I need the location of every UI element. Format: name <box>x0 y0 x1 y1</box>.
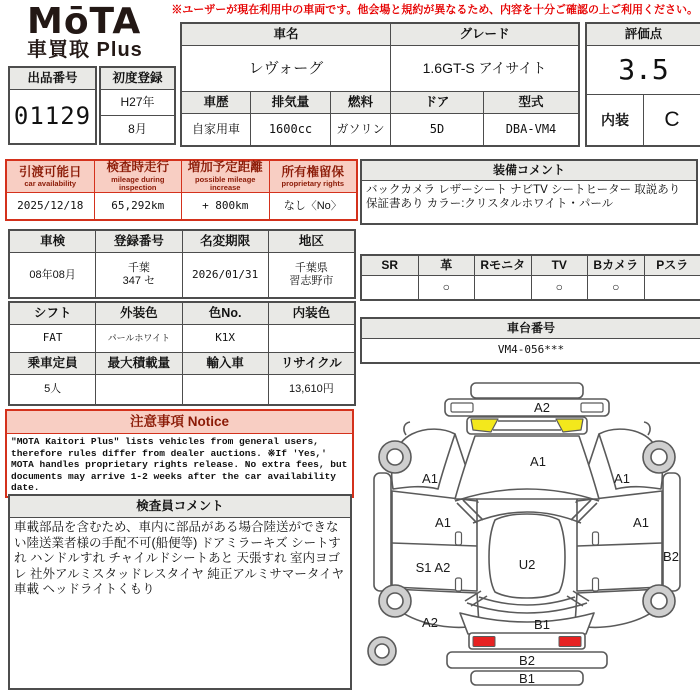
notice-body: "MOTA Kaitori Plus" lists vehicles from general users, therefore rules differ from dealer auctions. ※If 'Yes,' MOTA handles proprietary rights release. No extra fees, but documents may arrive 1-2 weeks after the car availability date. <box>11 436 348 493</box>
mileage-increase-label-en: possible mileage increase <box>195 174 256 193</box>
flag-power-slide-label: Pスラ <box>645 256 700 275</box>
history-label: 車歴 <box>182 92 250 113</box>
label-front-bumper: A2 <box>534 400 550 415</box>
label-right-fender: A1 <box>614 471 630 486</box>
left-rocker-panel <box>374 473 391 591</box>
label-right-side: B2 <box>663 549 679 564</box>
max-load-label: 最大積載量 <box>96 353 181 374</box>
label-left-fender: A1 <box>422 471 438 486</box>
car-damage-diagram <box>360 377 698 699</box>
equipment-comment-box <box>360 159 698 225</box>
mileage-increase-label-jp: 増加予定距離 <box>187 160 263 175</box>
label-left-rear-fender: A2 <box>422 615 438 630</box>
right-doors <box>577 491 662 591</box>
notice-box <box>5 409 354 498</box>
model-value: DBA-VM4 <box>484 114 578 145</box>
score-value: 3.5 <box>587 46 700 94</box>
model-label: 型式 <box>484 92 578 113</box>
score-label: 評価点 <box>587 24 700 45</box>
reg-number-line1: 千葉 <box>127 262 150 275</box>
flag-tv-value: ○ <box>532 276 588 299</box>
label-rear-bumper: B2 <box>519 653 535 668</box>
interior-color-label: 内装色 <box>269 303 354 324</box>
availability-date-label <box>7 161 94 192</box>
shift-label: シフト <box>10 303 95 324</box>
first-registration-table <box>99 66 176 145</box>
flag-sunroof-label: SR <box>362 256 418 275</box>
lot-number-table <box>8 66 97 145</box>
roof-panel <box>489 514 565 598</box>
chassis-number-table <box>360 317 700 364</box>
right-cpillar-mark <box>593 578 599 591</box>
capacity-label: 乗車定員 <box>10 353 95 374</box>
label-hood: A1 <box>530 454 546 469</box>
specs-table <box>8 301 356 406</box>
proprietary-rights-label-en: proprietary rights <box>281 178 344 188</box>
history-value: 自家用車 <box>182 114 250 145</box>
chassis-number-value: VM4-056*** <box>362 339 700 362</box>
left-cpillar-mark <box>456 578 462 591</box>
shift-value: FAT <box>10 325 95 352</box>
label-left-door: A1 <box>435 515 451 530</box>
taillight-right-highlight <box>559 637 581 647</box>
vehicle-grade-label: グレード <box>391 24 578 45</box>
door-value: 5D <box>391 114 483 145</box>
district-line1: 千葉県 <box>294 262 328 275</box>
mileage-value: 65,292km <box>95 193 182 219</box>
registration-table <box>8 229 356 299</box>
inspector-comment-body: 車載部品を含むため、車内に部品がある場合陸送ができない陸送業者様の手配不可(船便等) ドアミラーキズ シートすれ ハンドルすれ チャイルドシートあと 天張すれ 室内ヨゴレ 社外アルミスタッドレスタイヤ 純正アルミサマータイヤ車載 ヘッドライトくもり <box>14 520 345 596</box>
score-table <box>585 22 700 147</box>
lot-number-label: 出品番号 <box>10 68 95 89</box>
equipment-flags-table <box>360 254 700 301</box>
right-bpillar-mark <box>593 532 599 545</box>
flag-sunroof-value <box>362 276 418 299</box>
right-mirror-notch <box>644 422 650 435</box>
equipment-comment-label: 装備コメント <box>362 161 696 181</box>
notice-title: 注意事項 Notice <box>7 411 352 434</box>
reg-number-line2: 347 セ <box>122 275 156 287</box>
exterior-color-value: パールホワイト <box>96 325 181 352</box>
fuel-label: 燃料 <box>331 92 390 113</box>
district-line2: 習志野市 <box>289 275 334 287</box>
door-label: ドア <box>391 92 483 113</box>
label-left-rear-door: S1 A2 <box>415 560 451 575</box>
fuel-value: ガソリン <box>331 114 390 145</box>
flag-rear-monitor-value <box>475 276 531 299</box>
label-rear-lower: B1 <box>519 671 535 686</box>
flag-back-camera-value: ○ <box>588 276 644 299</box>
taillight-left-highlight <box>473 637 495 647</box>
mota-logo <box>27 1 143 61</box>
name-change-deadline-label: 名変期限 <box>183 231 268 252</box>
exterior-color-label: 外装色 <box>96 303 181 324</box>
shaken-value: 08年08月 <box>10 253 95 297</box>
availability-date-label-en: car availability <box>24 178 77 188</box>
color-no-label: 色No. <box>183 303 268 324</box>
recycle-value: 13,610円 <box>269 375 354 404</box>
left-bpillar-mark <box>456 532 462 545</box>
first-registration-year: H27年 <box>101 90 174 115</box>
mota-logo-subtitle: 車買取 Plus <box>27 39 143 61</box>
district-label: 地区 <box>269 231 354 252</box>
left-doors <box>392 491 477 591</box>
availability-table <box>5 159 358 221</box>
reg-number-label: 登録番号 <box>96 231 181 252</box>
vehicle-table <box>180 22 580 147</box>
front-fog-left <box>451 403 473 412</box>
color-no-value: K1X <box>183 325 268 352</box>
lot-number-value: 01129 <box>10 90 95 143</box>
max-load-value <box>96 375 181 404</box>
mileage-label-en: mileage during inspection <box>111 174 165 193</box>
district-value <box>269 253 354 297</box>
availability-date-value: 2025/12/18 <box>7 193 94 219</box>
vehicle-grade-value: 1.6GT-S アイサイト <box>391 46 578 91</box>
mileage-increase-value: + 800km <box>182 193 269 219</box>
flag-power-slide-value <box>645 276 700 299</box>
left-mirror-notch <box>404 422 410 435</box>
mileage-label <box>95 161 182 192</box>
inspector-comment-box <box>8 494 352 690</box>
availability-date-label-jp: 引渡可能日 <box>18 164 82 179</box>
mileage-increase-label <box>182 161 269 192</box>
mota-logo-title: MōTA <box>27 1 142 42</box>
displacement-value: 1600cc <box>251 114 330 145</box>
proprietary-rights-label-jp: 所有権留保 <box>281 164 344 179</box>
flag-leather-label: 革 <box>419 256 475 275</box>
interior-grade-value: C <box>644 95 700 145</box>
reg-number-value <box>96 253 181 297</box>
right-rocker-panel <box>663 473 680 591</box>
name-change-deadline-value: 2026/01/31 <box>183 253 268 297</box>
front-grille-bar <box>471 383 583 398</box>
equipment-comment-body: バックカメラ レザーシート ナビTV シートヒーター 取説あり 保証書あり カラー:クリスタルホワイト・パール <box>366 184 681 210</box>
first-registration-label: 初度登録 <box>101 68 174 89</box>
recycle-label: リサイクル <box>269 353 354 374</box>
top-warning-text: ※ユーザーが現在利用中の車両です。他会場と規約が異なるため、内容を十分ご確認の上ご利用ください。 <box>171 4 698 16</box>
interior-color-value <box>269 325 354 352</box>
inspector-comment-label: 検査員コメント <box>10 496 350 518</box>
label-right-door: A1 <box>633 515 649 530</box>
displacement-label: 排気量 <box>251 92 330 113</box>
front-fog-right <box>581 403 603 412</box>
label-rear-gate: B1 <box>534 617 550 632</box>
proprietary-rights-value: なし〈No〉 <box>270 193 357 219</box>
flag-back-camera-label: Bカメラ <box>588 256 644 275</box>
import-value <box>183 375 268 404</box>
shaken-label: 車検 <box>10 231 95 252</box>
chassis-number-label: 車台番号 <box>362 319 700 338</box>
first-registration-month: 8月 <box>101 116 174 143</box>
flag-rear-monitor-label: Rモニタ <box>475 256 531 275</box>
label-underbody: U2 <box>518 557 536 572</box>
flag-tv-label: TV <box>532 256 588 275</box>
rear-gate <box>460 613 594 634</box>
vehicle-name-value: レヴォーグ <box>182 46 390 91</box>
proprietary-rights-label <box>270 161 357 192</box>
capacity-value: 5人 <box>10 375 95 404</box>
interior-label: 内装 <box>587 95 643 145</box>
import-label: 輸入車 <box>183 353 268 374</box>
flag-leather-value: ○ <box>419 276 475 299</box>
vehicle-name-label: 車名 <box>182 24 390 45</box>
mileage-label-jp: 検査時走行 <box>106 160 169 175</box>
